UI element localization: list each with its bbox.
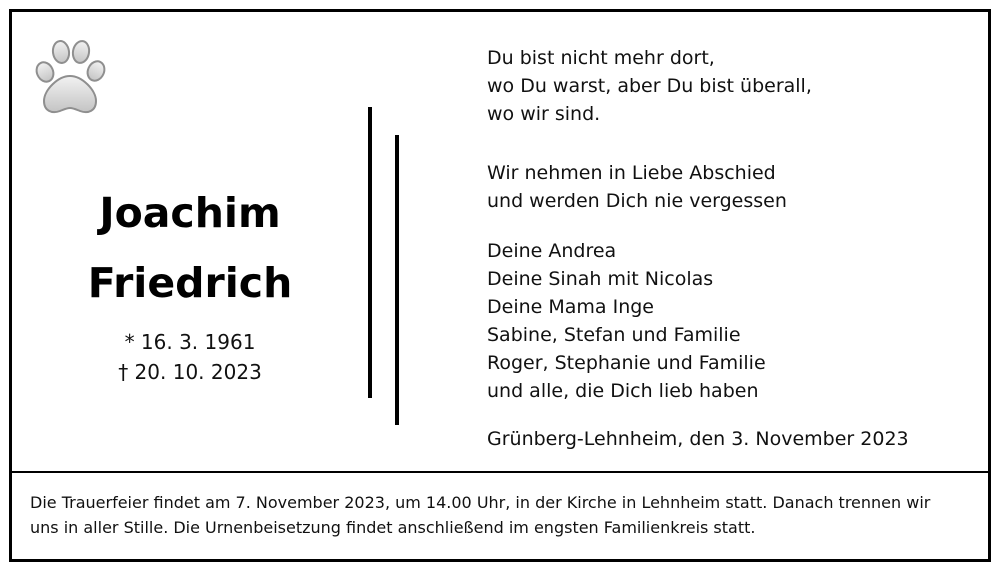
vertical-bar-left xyxy=(368,107,372,398)
last-name: Friedrich xyxy=(87,259,293,307)
birth-date: * 16. 3. 1961 xyxy=(124,330,256,354)
mourner: Deine Sinah mit Nicolas xyxy=(487,268,714,290)
poem xyxy=(487,44,812,128)
mourner: Sabine, Stefan und Familie xyxy=(487,324,741,346)
paw-print-icon xyxy=(32,38,108,118)
mourner: Deine Mama Inge xyxy=(487,296,654,318)
section-divider xyxy=(9,471,991,473)
notice-line: Die Trauerfeier findet am 7. November 2023, um 14.00 Uhr, in der Kirche in Lehnheim statt. Danach trennen wir xyxy=(30,493,931,512)
funeral-notice xyxy=(30,490,980,540)
mourners-list xyxy=(487,237,766,405)
farewell-line: und werden Dich nie vergessen xyxy=(487,190,787,212)
mourner: Deine Andrea xyxy=(487,240,617,262)
place-and-date: Grünberg-Lehnheim, den 3. November 2023 xyxy=(487,428,909,450)
first-name: Joachim xyxy=(99,189,281,237)
farewell-line: Wir nehmen in Liebe Abschied xyxy=(487,162,776,184)
death-date: † 20. 10. 2023 xyxy=(118,360,262,384)
mourner: und alle, die Dich lieb haben xyxy=(487,380,759,402)
vertical-bar-right xyxy=(395,135,399,425)
poem-line: wo wir sind. xyxy=(487,103,601,125)
farewell-text xyxy=(487,159,787,215)
notice-line: uns in aller Stille. Die Urnenbeisetzung findet anschließend im engsten Familienkreis statt. xyxy=(30,518,756,537)
poem-line: wo Du warst, aber Du bist überall, xyxy=(487,75,812,97)
mourner: Roger, Stephanie und Familie xyxy=(487,352,766,374)
poem-line: Du bist nicht mehr dort, xyxy=(487,47,715,69)
